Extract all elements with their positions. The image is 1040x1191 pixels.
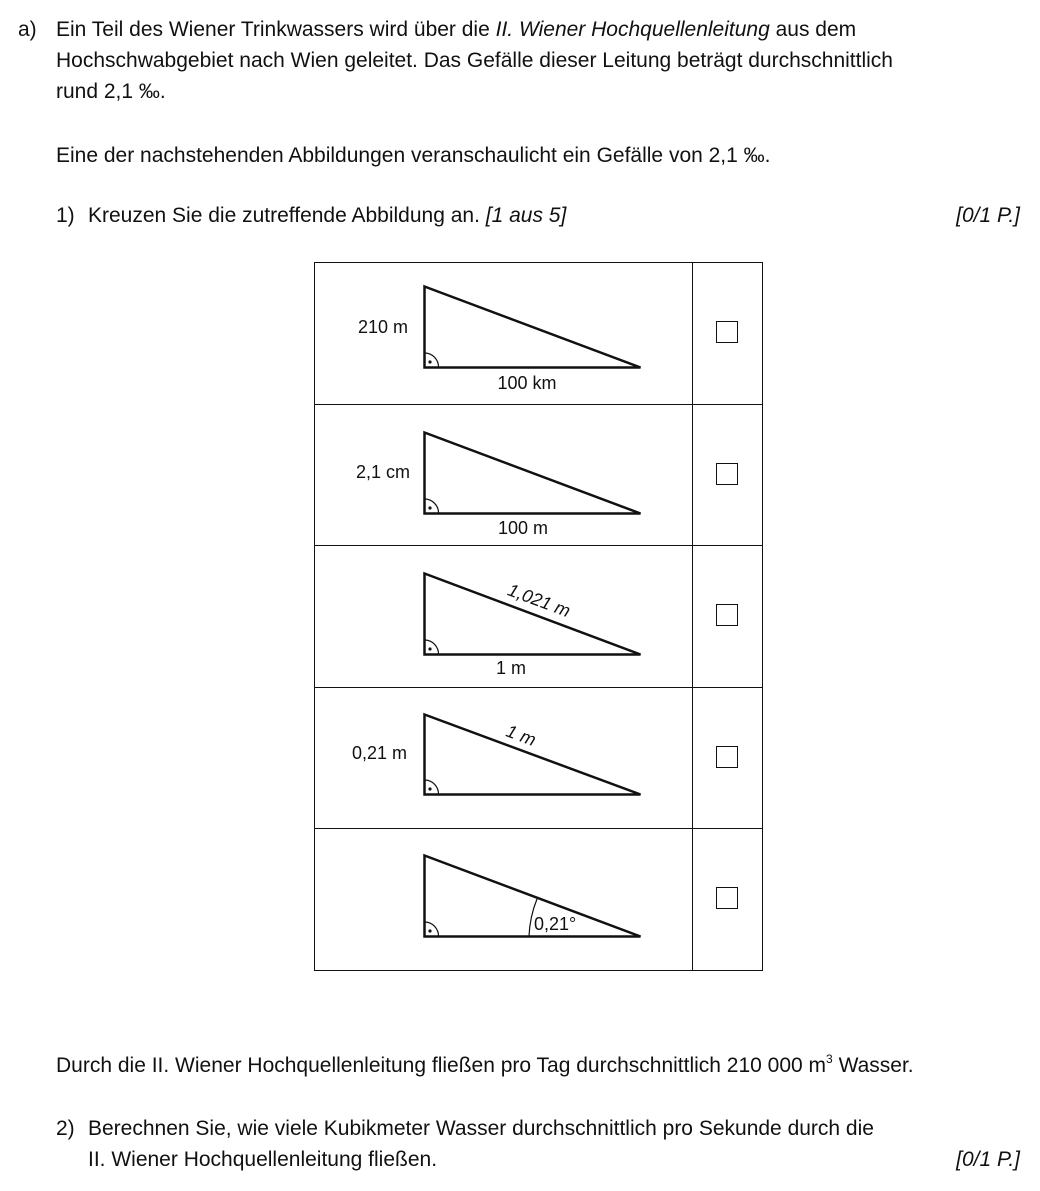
- flow-statement: [56, 1050, 914, 1081]
- option-row-5: [315, 829, 762, 971]
- option-4-hypotenuse-label: 1 m: [503, 720, 539, 750]
- question-2-line-2: II. Wiener Hochquellenleitung fließen.: [88, 1148, 438, 1171]
- option-2-height-label: 2,1 cm: [355, 461, 410, 482]
- option-4-checkbox[interactable]: [716, 746, 738, 768]
- triangle-figure-2: [315, 405, 692, 546]
- option-row-4: [315, 688, 762, 830]
- option-5-angle-label: 0,21°: [534, 914, 577, 935]
- option-row-3: [315, 546, 762, 688]
- intro-line-1-italic: II. Wiener Hochquellenleitung: [495, 18, 770, 41]
- flow-superscript: 3: [826, 1052, 833, 1066]
- option-5-checkbox[interactable]: [716, 887, 738, 909]
- question-2-number: 2): [56, 1117, 75, 1140]
- option-row-2: [315, 405, 762, 547]
- triangle-figure-5: [315, 829, 692, 970]
- option-row-1: [315, 263, 762, 405]
- question-2-line-1: Berechnen Sie, wie viele Kubikmeter Wasser durchschnittlich pro Sekunde durch die: [88, 1117, 874, 1140]
- intro-line-1: [56, 14, 856, 45]
- flow-text-end: Wasser.: [832, 1054, 914, 1077]
- intro-line-1-pre: Ein Teil des Wiener Trinkwassers wird über die: [56, 18, 496, 41]
- flow-text: Durch die II. Wiener Hochquellenleitung fließen pro Tag durchschnittlich 210 000 m: [56, 1054, 827, 1077]
- intro-line-3: rund 2,1 ‰.: [56, 80, 166, 103]
- option-1-height-label: 210 m: [357, 317, 408, 337]
- option-2-checkbox[interactable]: [716, 463, 738, 485]
- options-table: [314, 262, 763, 971]
- question-1-number: 1): [56, 204, 75, 227]
- option-1-base-label: 100 km: [497, 373, 557, 393]
- question-1-text: [88, 200, 566, 231]
- question-1-points: [0/1 P.]: [956, 204, 1020, 227]
- option-4-height-label: 0,21 m: [351, 742, 407, 763]
- question-1-hint: [1 aus 5]: [485, 204, 567, 227]
- option-1-checkbox[interactable]: [716, 321, 738, 343]
- question-2-points: [0/1 P.]: [956, 1148, 1020, 1171]
- task-label: a): [18, 18, 37, 41]
- option-3-base-label: 1 m: [495, 658, 527, 679]
- intro-line-2: Hochschwabgebiet nach Wien geleitet. Das Gefälle dieser Leitung beträgt durchschnittlich: [56, 49, 893, 72]
- intro-line-1-post: aus dem: [769, 18, 857, 41]
- triangle-figure-3: [315, 546, 692, 687]
- triangle-figure-1: [315, 263, 692, 404]
- option-3-hypotenuse-label: 1,021 m: [505, 579, 574, 622]
- triangle-figure-4: [315, 688, 692, 829]
- statement: Eine der nachstehenden Abbildungen veranschaulicht ein Gefälle von 2,1 ‰.: [56, 144, 771, 167]
- option-2-base-label: 100 m: [497, 517, 549, 538]
- option-3-checkbox[interactable]: [716, 604, 738, 626]
- question-1-instruction: Kreuzen Sie die zutreffende Abbildung an.: [88, 204, 486, 227]
